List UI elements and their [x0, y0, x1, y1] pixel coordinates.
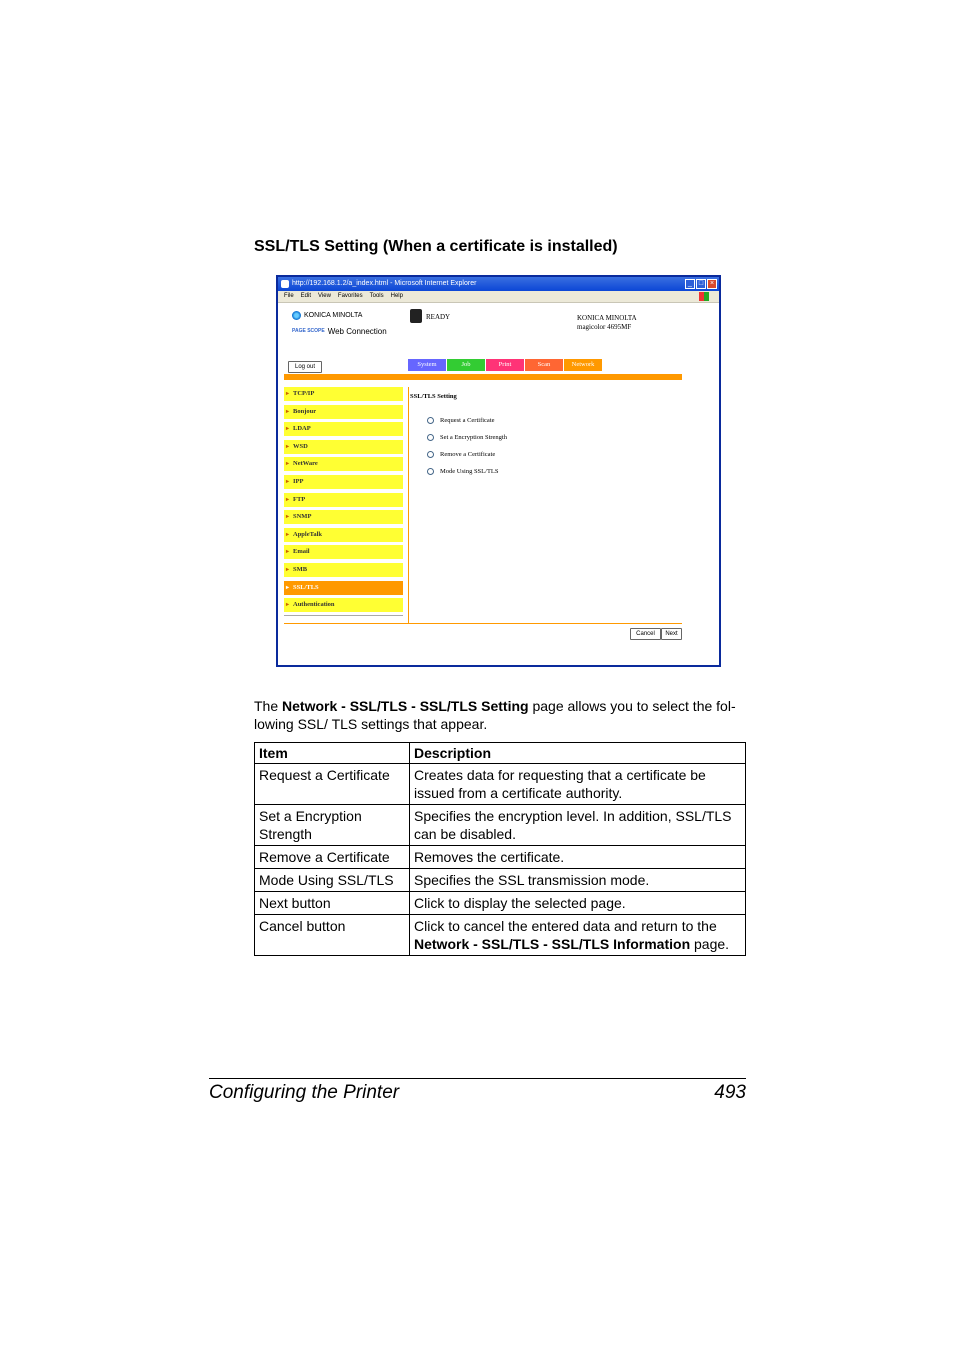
- tab-print[interactable]: Print: [486, 359, 524, 371]
- intro-paragraph: [254, 697, 746, 733]
- settings-table: [254, 742, 746, 956]
- header-description: Description: [410, 743, 746, 764]
- table-row: [255, 764, 746, 805]
- table-row: [255, 805, 746, 846]
- radio-button[interactable]: [427, 451, 434, 458]
- cell-item: Request a Certificate: [255, 764, 410, 805]
- sidebar-item-authentication[interactable]: ▸ Authentication: [284, 598, 403, 612]
- sidebar-item-email[interactable]: ▸ Email: [284, 545, 403, 559]
- windows-logo-icon: [699, 292, 709, 301]
- content-title: SSL/TLS Setting: [410, 393, 457, 400]
- cell-description: Specifies the SSL transmission mode.: [410, 869, 746, 892]
- menu-item-edit[interactable]: Edit: [300, 293, 312, 299]
- maximize-icon[interactable]: □: [696, 279, 706, 289]
- cell-description: Click to display the selected page.: [410, 892, 746, 915]
- product-text: Web Connection: [327, 327, 387, 336]
- sidebar-item-ssl-tls[interactable]: ▸ SSL/TLS: [284, 581, 403, 595]
- menu-item-help[interactable]: Help: [390, 293, 403, 299]
- menu-bar: [278, 291, 719, 303]
- pagescope-mark: PAGE SCOPE: [292, 328, 325, 334]
- sidebar-divider: [284, 615, 403, 616]
- table-header-row: [255, 743, 746, 764]
- option-request-a-certificate[interactable]: [427, 417, 495, 424]
- cell-item: Cancel button: [255, 915, 410, 956]
- pagescope-logo: [292, 327, 387, 336]
- browser-window-screenshot: [276, 275, 721, 667]
- cell-item: Set a Encryption Strength: [255, 805, 410, 846]
- window-title: http://192.168.1.2/a_index.html - Microsoft Internet Explorer: [292, 280, 477, 287]
- cell-description: [410, 915, 746, 956]
- option-label: Request a Certificate: [440, 417, 495, 424]
- printer-model: [577, 314, 637, 332]
- sidebar-item-netware[interactable]: ▸ NetWare: [284, 457, 403, 471]
- tab-system[interactable]: System: [408, 359, 446, 371]
- option-set-a-encryption-strength[interactable]: [427, 434, 507, 441]
- page-number: 493: [714, 1082, 746, 1103]
- intro-text-post: page allows you to select the fol-lowing SSL/ TLS settings that appear.: [254, 698, 736, 732]
- radio-button[interactable]: [427, 417, 434, 424]
- sidebar-item-bonjour[interactable]: ▸ Bonjour: [284, 405, 403, 419]
- footer-rule: [209, 1078, 746, 1079]
- model-brand: KONICA MINOLTA: [577, 314, 637, 322]
- footer-divider: [284, 623, 682, 624]
- konica-minolta-globe-icon: [292, 311, 301, 320]
- cell-description: Creates data for requesting that a certificate be issued from a certificate authority.: [410, 764, 746, 805]
- cell-text-pre: Click to cancel the entered data and return to the: [414, 918, 717, 934]
- logout-button[interactable]: Log out: [288, 361, 322, 373]
- option-mode-using-ssl-tls[interactable]: [427, 468, 499, 475]
- cell-text-bold: Network - SSL/TLS - SSL/TLS Information: [414, 936, 691, 952]
- cancel-button[interactable]: Cancel: [630, 628, 661, 640]
- menu-item-favorites[interactable]: Favorites: [337, 293, 363, 299]
- section-heading: SSL/TLS Setting (When a certificate is installed): [254, 238, 618, 255]
- network-sidebar: [284, 387, 409, 624]
- brand-text: KONICA MINOLTA: [304, 312, 363, 319]
- window-titlebar: [278, 277, 719, 291]
- next-button[interactable]: Next: [661, 628, 682, 640]
- sidebar-item-ldap[interactable]: ▸ LDAP: [284, 422, 403, 436]
- printer-icon: [410, 309, 422, 323]
- close-icon[interactable]: ×: [707, 279, 717, 289]
- cell-item: Next button: [255, 892, 410, 915]
- table-row: [255, 846, 746, 869]
- menu-item-tools[interactable]: Tools: [369, 293, 384, 299]
- table-row: [255, 892, 746, 915]
- cell-text-post: page.: [690, 936, 730, 952]
- header-item: Item: [255, 743, 410, 764]
- cell-item: Mode Using SSL/TLS: [255, 869, 410, 892]
- tab-underline-bar: [284, 374, 682, 380]
- minimize-icon[interactable]: _: [685, 279, 695, 289]
- intro-text-bold: Network - SSL/TLS - SSL/TLS Setting: [282, 698, 529, 714]
- sidebar-item-snmp[interactable]: ▸ SNMP: [284, 510, 403, 524]
- sidebar-item-ftp[interactable]: ▸ FTP: [284, 493, 403, 507]
- model-name: magicolor 4695MF: [577, 323, 632, 331]
- radio-button[interactable]: [427, 434, 434, 441]
- option-label: Remove a Certificate: [440, 451, 496, 458]
- sidebar-item-appletalk[interactable]: ▸ AppleTalk: [284, 528, 403, 542]
- menu-item-view[interactable]: View: [318, 293, 331, 299]
- intro-text-pre: The: [254, 698, 283, 714]
- option-remove-a-certificate[interactable]: [427, 451, 495, 458]
- table-row: [255, 915, 746, 956]
- radio-button[interactable]: [427, 468, 434, 475]
- web-connection-page: [278, 303, 719, 665]
- sidebar-item-tcp-ip[interactable]: ▸ TCP/IP: [284, 387, 403, 401]
- tab-network[interactable]: Network: [564, 359, 602, 371]
- tab-job[interactable]: Job: [447, 359, 485, 371]
- cell-description: Specifies the encryption level. In addition, SSL/TLS can be disabled.: [410, 805, 746, 846]
- option-label: Set a Encryption Strength: [440, 434, 507, 441]
- konica-minolta-logo: [292, 311, 362, 320]
- cell-description: Removes the certificate.: [410, 846, 746, 869]
- table-row: [255, 869, 746, 892]
- cell-item: Remove a Certificate: [255, 846, 410, 869]
- footer-chapter: Configuring the Printer: [209, 1082, 400, 1103]
- sidebar-item-wsd[interactable]: ▸ WSD: [284, 440, 403, 454]
- main-tabs: [408, 359, 602, 371]
- sidebar-item-smb[interactable]: ▸ SMB: [284, 563, 403, 577]
- printer-status: READY: [426, 313, 451, 321]
- sidebar-item-ipp[interactable]: ▸ IPP: [284, 475, 403, 489]
- ie-icon: [281, 280, 289, 288]
- option-label: Mode Using SSL/TLS: [440, 468, 499, 475]
- menu-item-file[interactable]: File: [284, 293, 294, 299]
- tab-scan[interactable]: Scan: [525, 359, 563, 371]
